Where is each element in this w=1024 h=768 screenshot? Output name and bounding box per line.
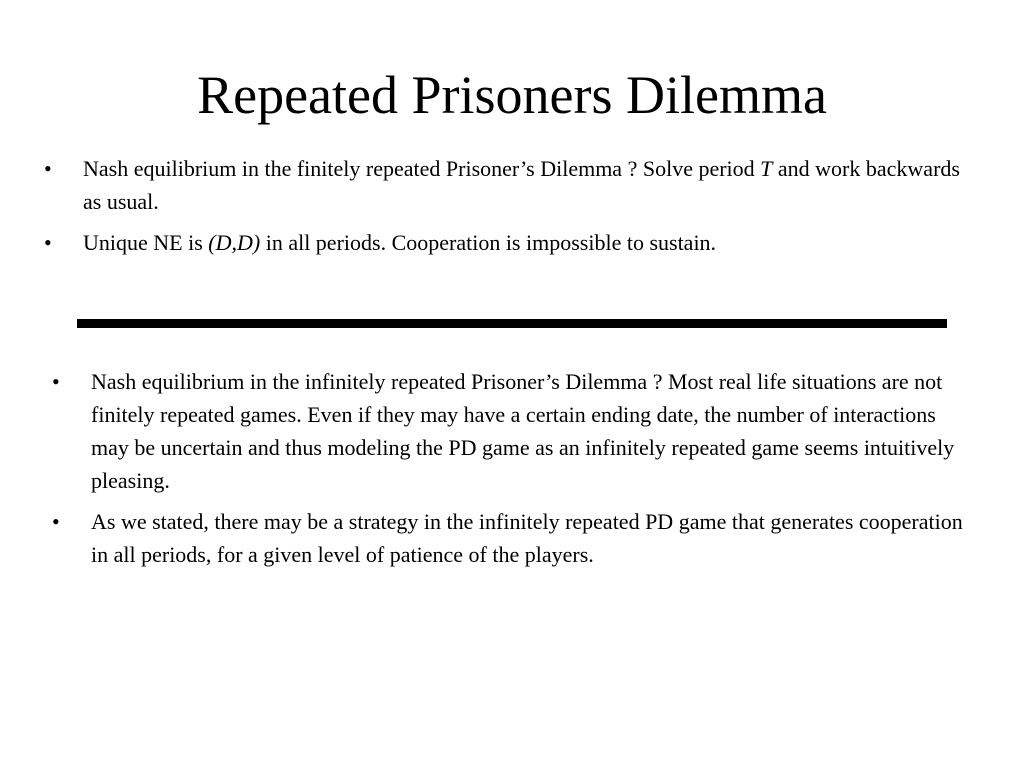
slide-title: Repeated Prisoners Dilemma <box>197 65 827 125</box>
bottom-bullet-list <box>52 365 972 579</box>
period-variable: T <box>760 156 773 181</box>
bullet-text: Unique NE is (D,D) in all periods. Cooperation is impossible to sustain. <box>83 230 717 255</box>
list-item <box>44 152 974 218</box>
bullet-text: Nash equilibrium in the infinitely repeated Prisoner’s Dilemma ? Most real life situations are not finitely repeated games. Even if they may have a certain ending date, the number of interactions may be uncertain and thus modeling the PD game as an infinitely repeated game seems intuitively pleasing. <box>91 369 955 493</box>
list-item <box>52 365 972 497</box>
bullet-text: As we stated, there may be a strategy in the infinitely repeated PD game that generates cooperation in all periods, for a given level of patience of the players. <box>91 509 963 567</box>
bullet-icon: • <box>44 156 52 181</box>
bullet-icon: • <box>52 509 60 534</box>
bullet-text: Nash equilibrium in the finitely repeated Prisoner’s Dilemma ? Solve period T and work backwards as usual. <box>83 156 960 214</box>
section-divider <box>77 319 947 328</box>
bullet-icon: • <box>44 230 52 255</box>
list-item <box>52 505 972 571</box>
list-item <box>44 226 974 259</box>
equilibrium-notation: (D,D) <box>208 230 261 255</box>
bullet-icon: • <box>52 369 60 394</box>
top-bullet-list <box>44 152 974 267</box>
